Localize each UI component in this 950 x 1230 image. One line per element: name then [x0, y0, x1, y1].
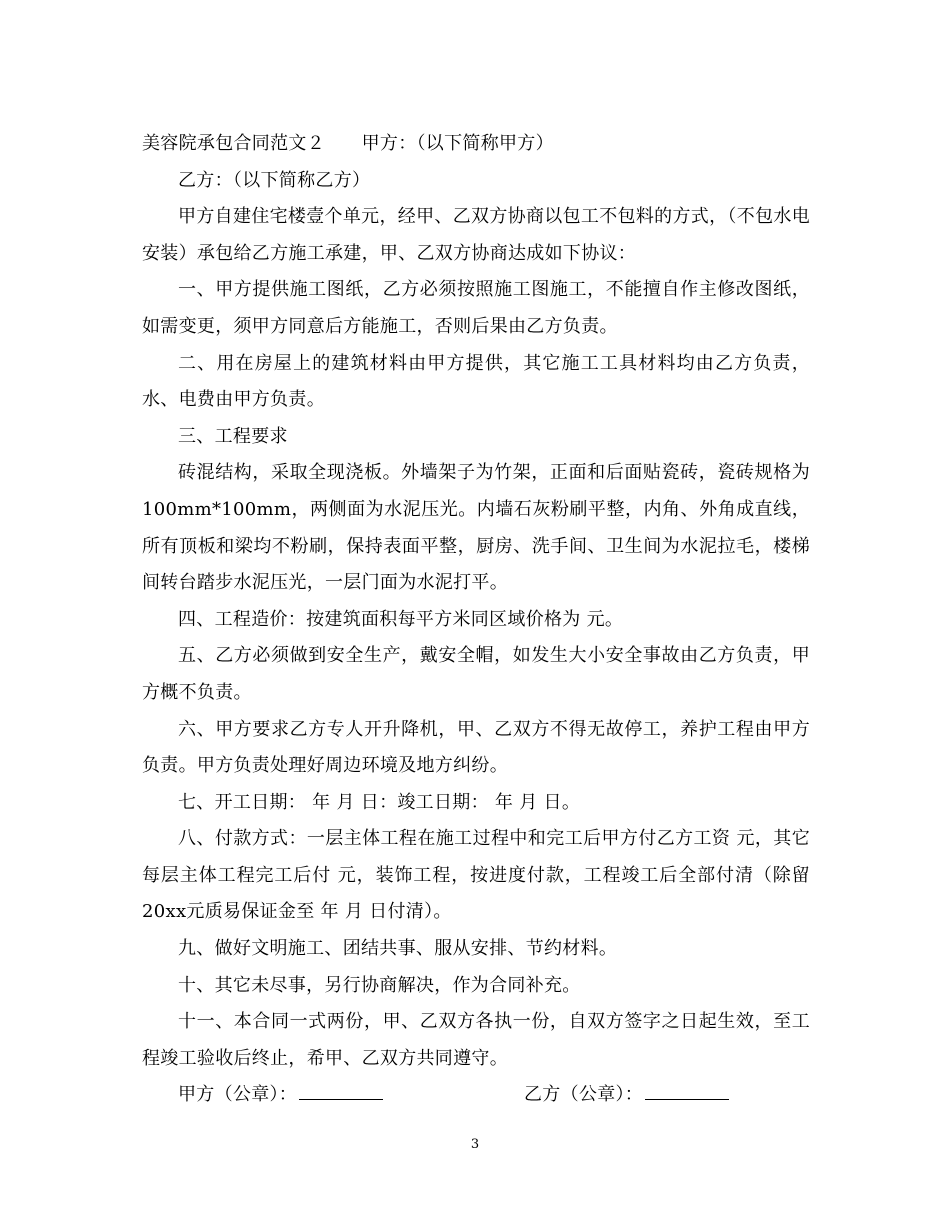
clause-3-heading: 三、工程要求	[178, 425, 288, 447]
clause-10: 十、其它未尽事，另行协商解决，作为合同补充。	[178, 974, 581, 996]
contract-body	[142, 126, 810, 1114]
clause-5: 五、乙方必须做到安全生产，戴安全帽，如发生大小安全事故由乙方负责，甲方概不负责。	[142, 645, 810, 703]
title-line: 美容院承包合同范文２ 甲方：（以下简称甲方）	[142, 133, 554, 154]
party-a-signature-blank	[299, 1077, 383, 1100]
party-b-signature-blank	[645, 1077, 729, 1100]
clause-7: 七、开工日期： 年 月 日：竣工日期： 年 月 日。	[178, 791, 581, 813]
party-b-seal-label: 乙方（公章）：	[524, 1084, 644, 1106]
paragraph-intro: 甲方自建住宅楼壹个单元，经甲、乙双方协商以包工不包料的方式，（不包水电安装）承包给乙方施工承建，甲、乙双方协商达成如下协议：	[142, 206, 810, 264]
clause-2: 二、用在房屋上的建筑材料由甲方提供，其它施工工具材料均由乙方负责，水、电费由甲方负责。	[142, 352, 810, 411]
signature-row	[142, 1077, 810, 1114]
clause-8: 八、付款方式：一层主体工程在施工过程中和完工后甲方付乙方工资 元，其它每层主体工程完工后付 元，装饰工程，按进度付款，工程竣工后全部付清（除留20xx元质易保证金至 年 月 日付清）。	[142, 828, 810, 923]
clause-11: 十一、本合同一式两份，甲、乙双方各执一份，自双方签字之日起生效，至工程竣工验收后终止，希甲、乙双方共同遵守。	[142, 1011, 810, 1069]
clause-3-body: 砖混结构，采取全现浇板。外墙架子为竹架，正面和后面贴瓷砖，瓷砖规格为100mm*100mm，两侧面为水泥压光。内墙石灰粉刷平整，内角、外角成直线，所有顶板和梁均不粉刷，保持表面平整，厨房、洗手间、卫生间为水泥拉毛，楼梯间转台踏步水泥压光，一层门面为水泥打平。	[142, 462, 810, 594]
clause-9: 九、做好文明施工、团结共事、服从安排、节约材料。	[178, 938, 618, 960]
party-a-signature	[178, 1077, 383, 1114]
clause-4: 四、工程造价：按建筑面积每平方米同区域价格为 元。	[178, 608, 624, 630]
party-b-signature	[524, 1077, 729, 1114]
page-number: 3	[470, 1137, 480, 1152]
paragraph-party-b: 乙方：（以下简称乙方）	[178, 169, 371, 191]
clause-6: 六、甲方要求乙方专人开升降机，甲、乙双方不得无故停工，养护工程由甲方负责。甲方负责处理好周边环境及地方纠纷。	[142, 718, 810, 777]
party-a-seal-label: 甲方（公章）：	[178, 1084, 298, 1106]
clause-1: 一、甲方提供施工图纸，乙方必须按照施工图施工，不能擅自作主修改图纸，如需变更，须甲方同意后方能施工，否则后果由乙方负责。	[142, 279, 810, 337]
